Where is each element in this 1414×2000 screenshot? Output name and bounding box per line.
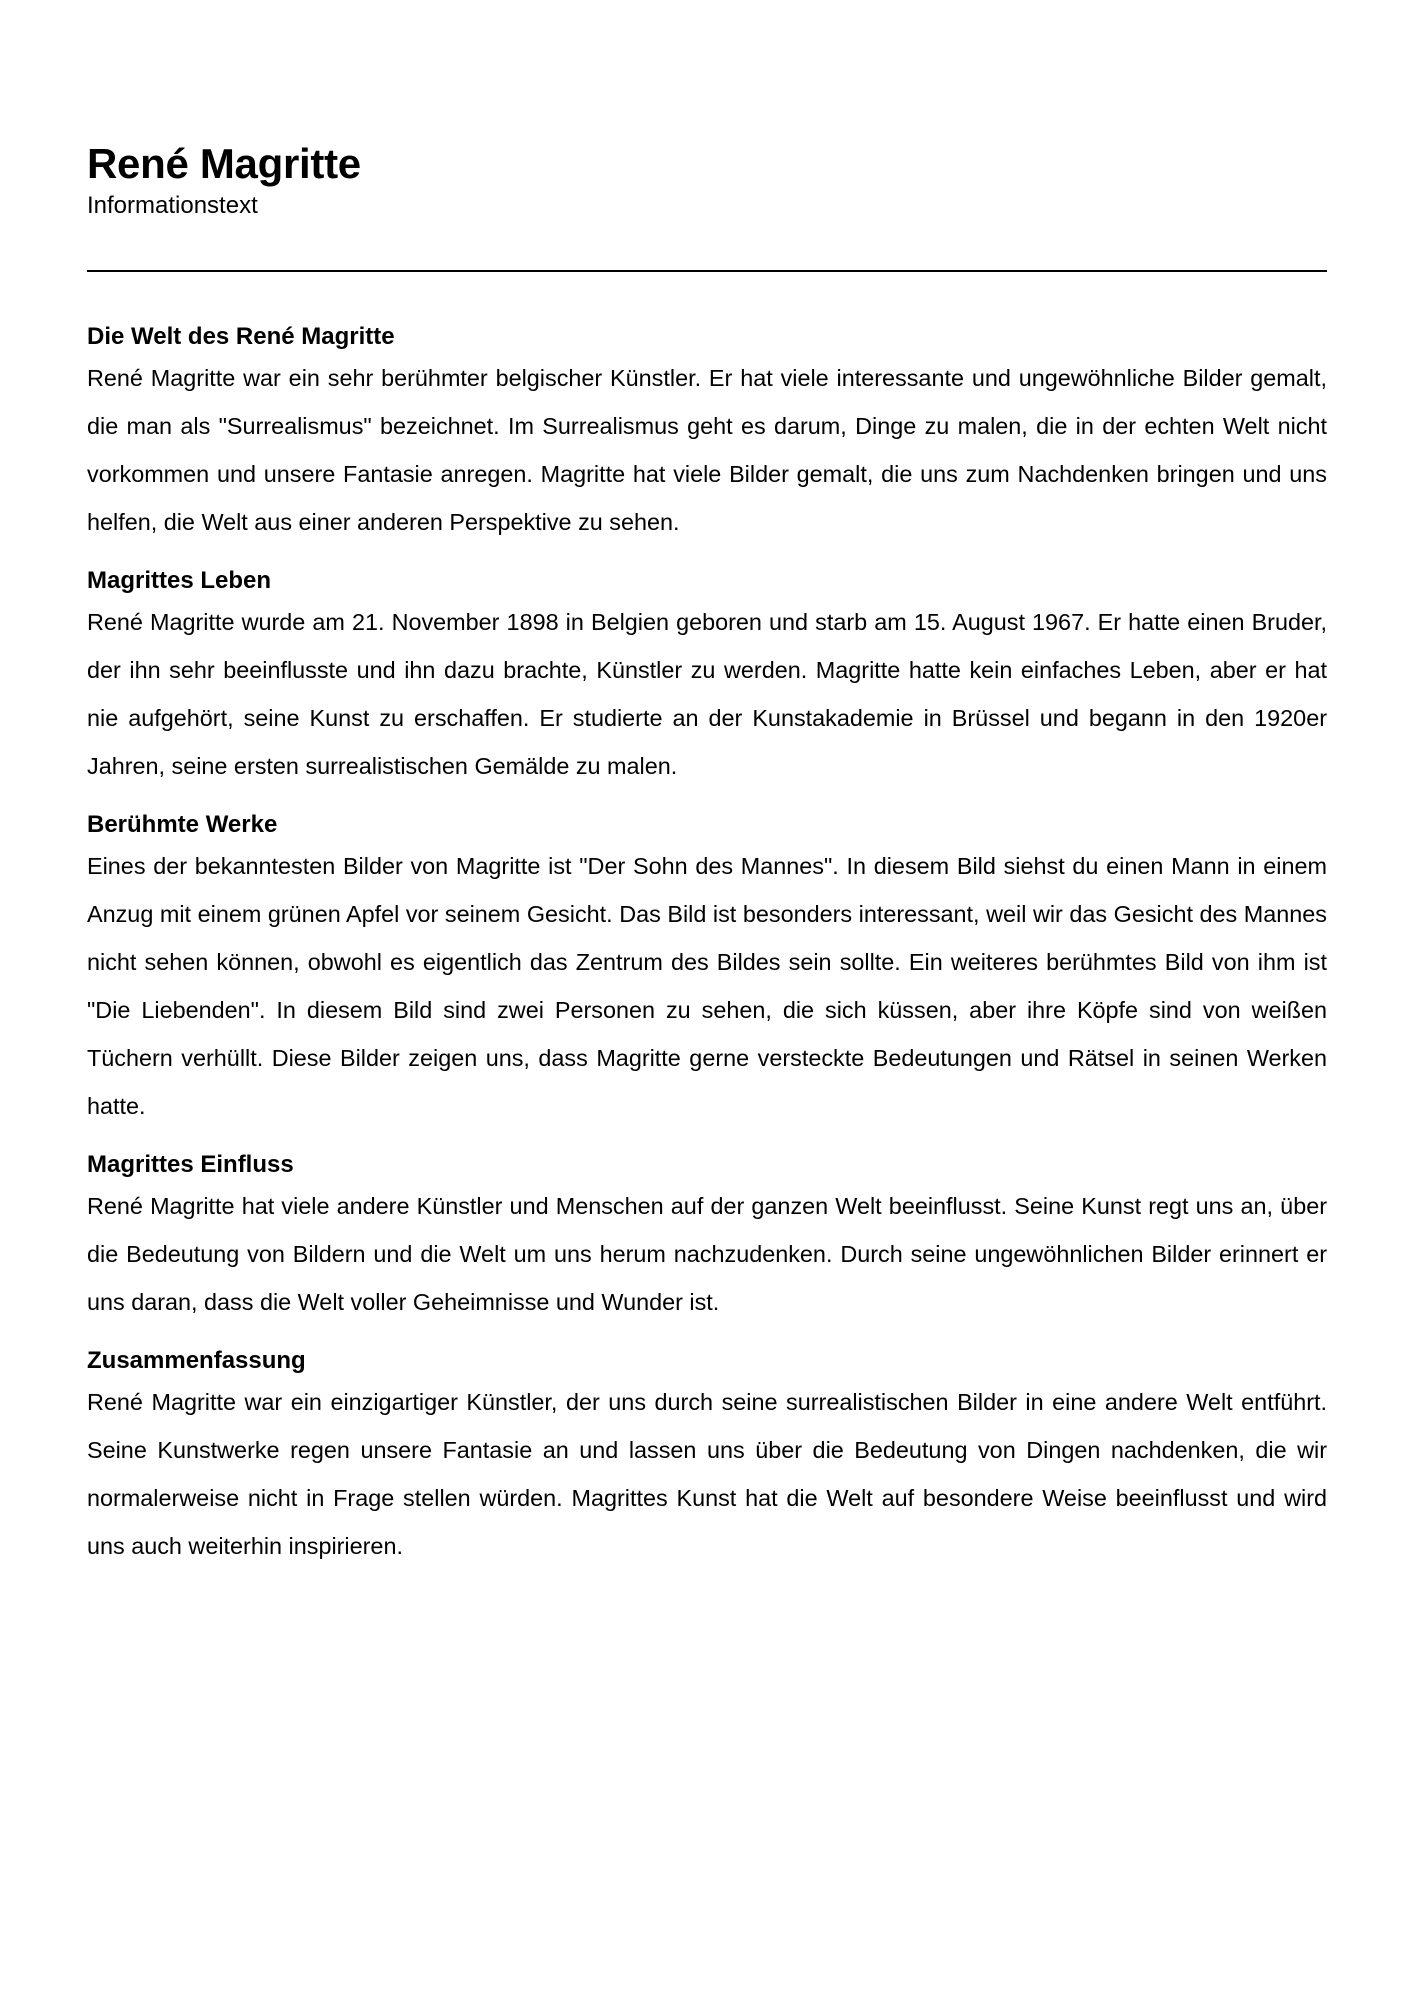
section-body: Eines der bekanntesten Bilder von Magritte ist "Der Sohn des Mannes". In diesem Bild siehst du einen Mann in einem Anzug mit einem grünen Apfel vor seinem Gesicht. Das Bild ist besonders interessant, weil wir das Gesicht des Mannes nicht sehen können, obwohl es eigentlich das Zentrum des Bildes sein sollte. Ein weiteres berühmtes Bild von ihm ist "Die Liebenden". In diesem Bild sind zwei Personen zu sehen, die sich küssen, aber ihre Köpfe sind von weißen Tüchern verhüllt. Diese Bilder zeigen uns, dass Magritte gerne versteckte Bedeutungen und Rätsel in seinen Werken hatte.: [87, 853, 1327, 1119]
title-divider: [87, 270, 1327, 272]
section-die-welt: [87, 320, 1327, 546]
section-body: René Magritte war ein einzigartiger Künstler, der uns durch seine surrealistischen Bilder in eine andere Welt entführt. Seine Kunstwerke regen unsere Fantasie an und lassen uns über die Bedeutung von Dingen nachdenken, die wir normalerweise nicht in Frage stellen würden. Magrittes Kunst hat die Welt auf besondere Weise beeinflusst und wird uns auch weiterhin inspirieren.: [87, 1389, 1327, 1559]
section-leben: [87, 564, 1327, 790]
content-sections: [87, 320, 1327, 1588]
section-werke: [87, 808, 1327, 1130]
section-body: René Magritte wurde am 21. November 1898 in Belgien geboren und starb am 15. August 1967. Er hatte einen Bruder, der ihn sehr beeinflusste und ihn dazu brachte, Künstler zu werden. Magritte hatte kein einfaches Leben, aber er hat nie aufgehört, seine Kunst zu erschaffen. Er studierte an der Kunstakademie in Brüssel und begann in den 1920er Jahren, seine ersten surrealistischen Gemälde zu malen.: [87, 609, 1327, 779]
section-zusammenfassung: [87, 1344, 1327, 1570]
section-einfluss: [87, 1148, 1327, 1326]
section-heading: Die Welt des René Magritte: [87, 323, 395, 350]
section-heading: Zusammenfassung: [87, 1347, 306, 1374]
section-heading: Magrittes Leben: [87, 567, 272, 594]
section-heading: Berühmte Werke: [87, 811, 278, 838]
section-body: René Magritte war ein sehr berühmter belgischer Künstler. Er hat viele interessante und ungewöhnliche Bilder gemalt, die man als "Surrealismus" bezeichnet. Im Surrealismus geht es darum, Dinge zu malen, die in der echten Welt nicht vorkommen und unsere Fantasie anregen. Magritte hat viele Bilder gemalt, die uns zum Nachdenken bringen und uns helfen, die Welt aus einer anderen Perspektive zu sehen.: [87, 365, 1327, 535]
section-heading: Magrittes Einfluss: [87, 1151, 294, 1178]
document-subtitle: Informationstext: [87, 192, 258, 219]
document-title: René Magritte: [87, 140, 361, 187]
section-body: René Magritte hat viele andere Künstler und Menschen auf der ganzen Welt beeinflusst. Seine Kunst regt uns an, über die Bedeutung von Bildern und die Welt um uns herum nachzudenken. Durch seine ungewöhnlichen Bilder erinnert er uns daran, dass die Welt voller Geheimnisse und Wunder ist.: [87, 1193, 1327, 1315]
